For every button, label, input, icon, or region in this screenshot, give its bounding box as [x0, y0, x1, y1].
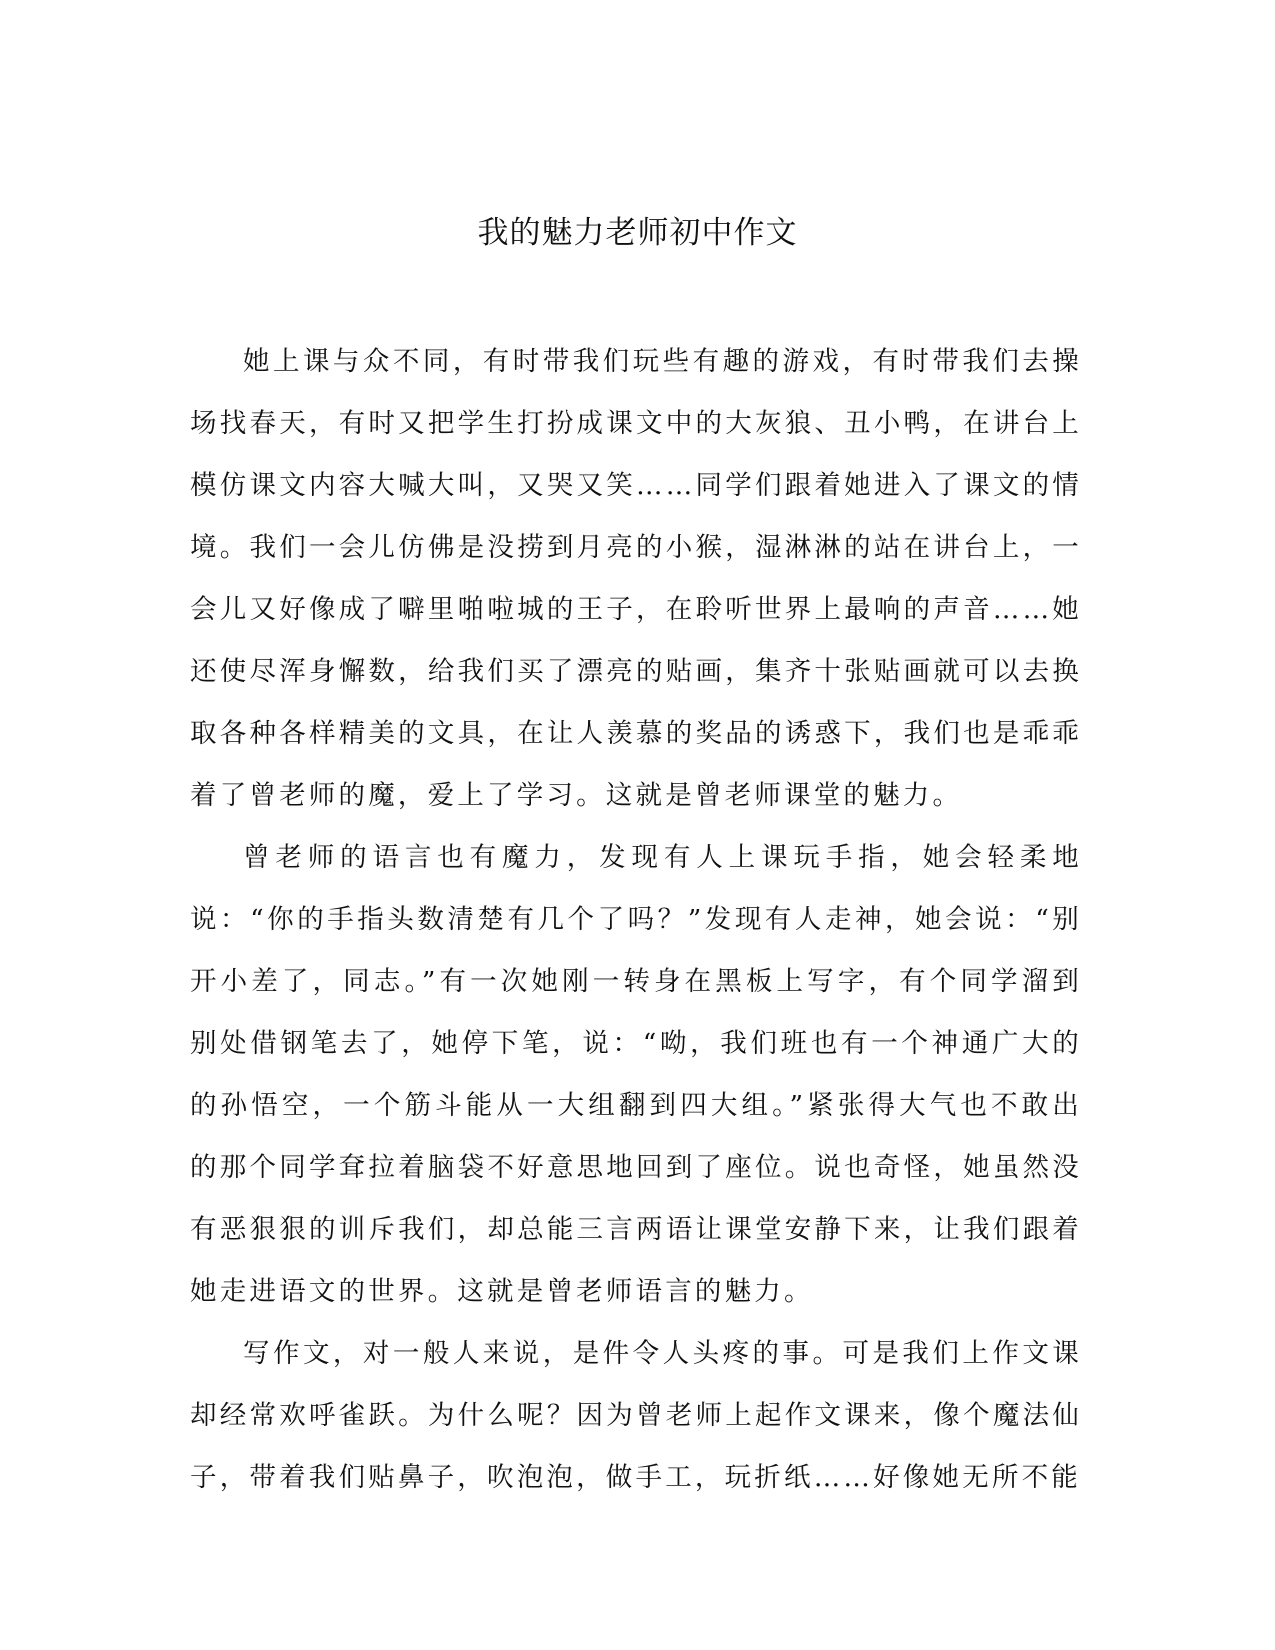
paragraph-1: 她上课与众不同，有时带我们玩些有趣的游戏，有时带我们去操场找春天，有时又把学生打扮成课文中的大灰狼、丑小鸭，在讲台上模仿课文内容大喊大叫，又哭又笑……同学们跟着她进入了课文的情境。我们一会儿仿佛是没捞到月亮的小猴，湿淋淋的站在讲台上，一会儿又好像成了噼里啪啦城的王子，在聆听世界上最响的声音……她还使尽浑身懈数，给我们买了漂亮的贴画，集齐十张贴画就可以去换取各种各样精美的文具，在让人羡慕的奖品的诱惑下，我们也是乖乖着了曾老师的魔，爱上了学习。这就是曾老师课堂的魅力。: [190, 346, 1082, 811]
document-title: 我的魅力老师初中作文: [477, 215, 798, 251]
paragraph-2: 曾老师的语言也有魔力，发现有人上课玩手指，她会轻柔地说：“你的手指头数清楚有几个了吗？”发现有人走神，她会说：“别开小差了，同志。”有一次她刚一转身在黑板上写字，有个同学溜到别处借钢笔去了，她停下笔，说：“呦，我们班也有一个神通广大的的孙悟空，一个筋斗能从一大组翻到四大组。”紧张得大气也不敢出的那个同学耷拉着脑袋不好意思地回到了座位。说也奇怪，她虽然没有恶狠狠的训斥我们，却总能三言两语让课堂安静下来，让我们跟着她走进语文的世界。这就是曾老师语言的魅力。: [190, 842, 1082, 1307]
document-body: [190, 331, 1082, 1509]
paragraph-3: 写作文，对一般人来说，是件令人头疼的事。可是我们上作文课却经常欢呼雀跃。为什么呢？因为曾老师上起作文课来，像个魔法仙子，带着我们贴鼻子，吹泡泡，做手工，玩折纸……好像她无所不能: [190, 1338, 1082, 1493]
